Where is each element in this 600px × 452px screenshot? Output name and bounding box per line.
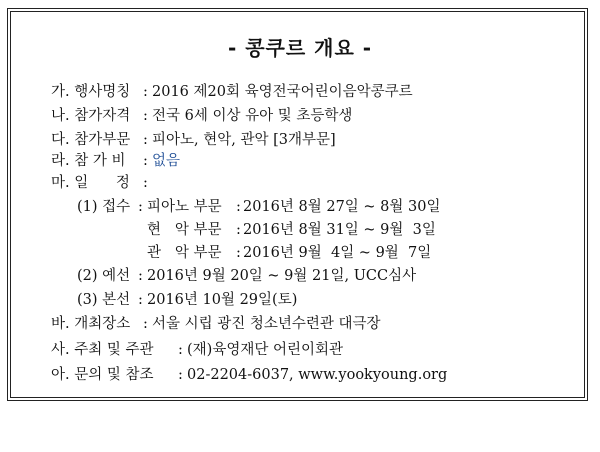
item-event-name [51,81,551,103]
schedule-reception-strings [77,219,557,241]
item-label: 참가자격 [74,108,131,124]
item-contact [51,364,551,386]
reception-dates: 2016년 9월 4일 ~ 9월 7일 [243,245,432,261]
reception-section: 현 악 부문 [147,222,222,238]
item-marker: 바. [51,316,70,332]
colon: : [143,153,148,169]
item-value: 서울 시립 광진 청소년수련관 대극장 [152,316,381,332]
item-label: 참가부문 [74,132,131,148]
item-marker: 가. [51,84,70,100]
preliminary-value: 2016년 9월 20일 ~ 9월 21일, UCC심사 [147,268,417,284]
item-label: 행사명칭 [74,84,131,100]
item-fee [51,150,551,172]
item-value: 전국 6세 이상 유아 및 초등학생 [152,108,353,124]
colon: : [178,342,183,358]
colon: : [138,199,143,215]
item-marker: 아. [51,367,70,383]
item-value: 피아노, 현악, 관악 [3개부문] [152,132,336,148]
colon: : [236,199,241,215]
colon: : [143,108,148,124]
item-label: 주최 및 주관 [74,342,154,358]
schedule-preliminary-label: (2) 예선 [77,268,131,284]
item-host [51,339,551,361]
colon: : [138,268,143,284]
item-eligibility [51,105,551,127]
colon: : [236,222,241,238]
item-categories [51,129,551,151]
item-label: 개최장소 [74,316,131,332]
colon: : [143,132,148,148]
schedule-reception [77,196,557,218]
colon: : [178,367,183,383]
colon: : [143,175,148,191]
item-label: 참 가 비 [74,153,126,169]
item-schedule [51,172,551,194]
reception-dates: 2016년 8월 27일 ~ 8월 30일 [243,199,441,215]
colon: : [143,316,148,332]
contact-value[interactable]: 02-2204-6037, www.yookyoung.org [187,367,448,383]
item-label: 일 정 [74,175,130,191]
colon: : [143,84,148,100]
item-marker: 마. [51,175,70,191]
page-title: - 콩쿠르 개요 - [227,36,373,60]
item-marker: 사. [51,342,70,358]
item-value: 2016 제20회 육영전국어린이음악콩쿠르 [152,84,413,100]
item-marker: 나. [51,108,70,124]
colon: : [236,245,241,261]
colon: : [138,292,143,308]
reception-dates: 2016년 8월 31일 ~ 9월 3일 [243,222,436,238]
schedule-reception-winds [77,242,557,264]
item-marker: 다. [51,132,70,148]
fee-value: 없음 [152,153,181,169]
item-label: 문의 및 참조 [74,367,154,383]
reception-section: 피아노 부문 [147,199,222,215]
schedule-final [77,289,557,311]
schedule-final-label: (3) 본선 [77,292,131,308]
schedule-preliminary [77,265,557,287]
item-venue [51,313,551,335]
reception-section: 관 악 부문 [147,245,222,261]
schedule-reception-label: (1) 접수 [77,199,131,215]
item-value: (재)육영재단 어린이회관 [187,342,343,358]
final-value: 2016년 10월 29일(토) [147,292,298,308]
item-marker: 라. [51,153,70,169]
